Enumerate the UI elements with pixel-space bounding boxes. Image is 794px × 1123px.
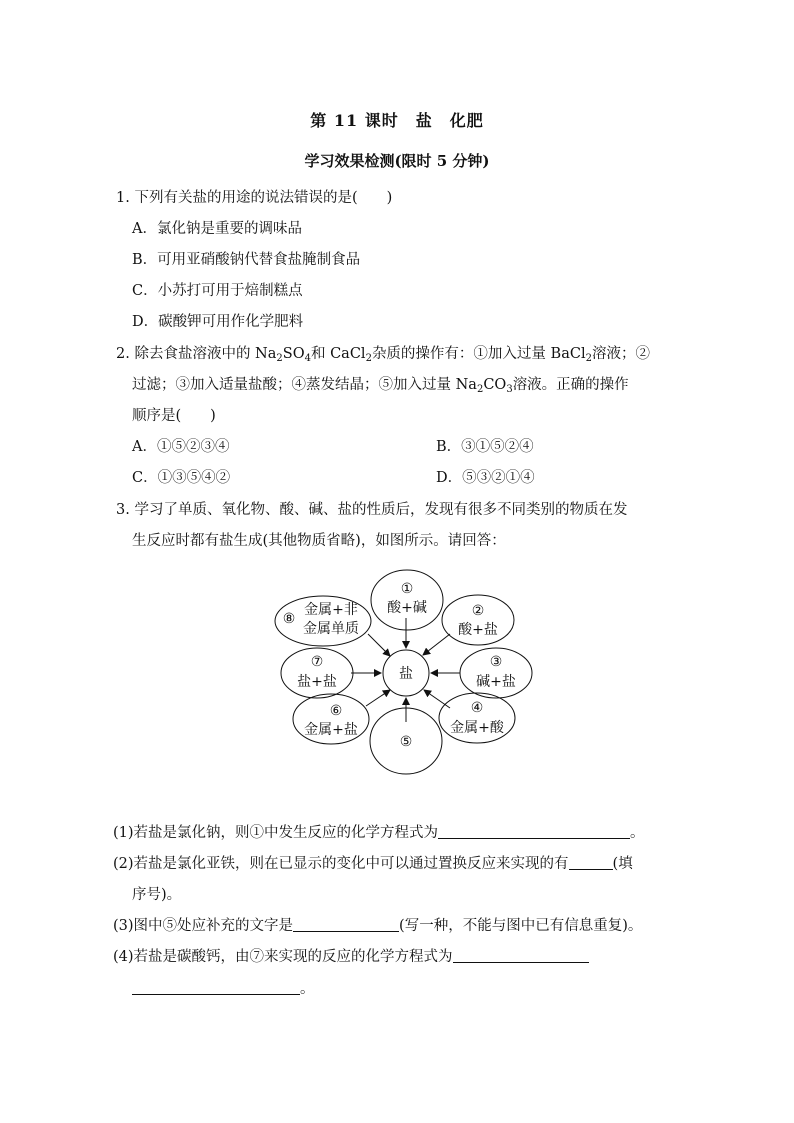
q3-sub3: (3)图中⑤处应补充的文字是 (写一种，不能与图中已有信息重复)。 <box>113 918 643 934</box>
q1-option-d: D．碳酸钾可用作化学肥料 <box>132 314 304 330</box>
node-1-num: ① <box>400 581 414 597</box>
q1-option-c: C．小苏打可用于焙制糕点 <box>132 283 303 299</box>
q2-option-c: C．①③⑤④② <box>132 470 231 486</box>
q2-line1: 2. 除去食盐溶液中的 $Na_2SO_4$和 CaCl$_2$杂质的操作有：①加入过量 BaCl$_2$溶液；② <box>116 346 650 364</box>
q2-line2: 过滤；③加入适量盐酸；④蒸发结晶；⑤加入过量 $Na_2CO_3$溶液。正确的操作 <box>132 377 629 395</box>
q3-sub2: (2)若盐是氯化亚铁，则在已显示的变化中可以通过置换反应来实现的有 (填 <box>113 856 633 872</box>
q3-sub4-line2: 。 <box>132 977 315 998</box>
node-7-num: ⑦ <box>310 654 324 670</box>
answer-blank-3[interactable] <box>293 916 399 932</box>
arrow-2 <box>423 634 450 655</box>
node-4-num: ④ <box>470 700 484 716</box>
page-title: 第 11 课时 盐 化肥 <box>310 111 484 130</box>
node-7-label: 盐+盐 <box>297 674 337 690</box>
answer-blank-4[interactable] <box>453 947 589 963</box>
q3-sub2-line2: 序号)。 <box>132 887 182 903</box>
center-label: 盐 <box>399 666 413 682</box>
node-2-num: ② <box>471 603 485 619</box>
q2-option-b: B．③①⑤②④ <box>436 439 534 455</box>
q2-line3: 顺序是( ) <box>132 408 216 424</box>
answer-blank-2[interactable] <box>569 854 613 870</box>
q2-option-d: D．⑤③②①④ <box>436 470 535 486</box>
arrow-8 <box>368 634 390 656</box>
node-5-num: ⑤ <box>399 734 413 750</box>
page-subtitle: 学习效果检测(限时 5 分钟) <box>304 152 490 170</box>
node-3-num: ③ <box>489 654 503 670</box>
q3-sub1: (1)若盐是氯化钠，则①中发生反应的化学方程式为 。 <box>113 825 645 841</box>
q3-line2: 生反应时都有盐生成(其他物质省略)，如图所示。请回答： <box>132 533 506 549</box>
node-2-label: 酸+盐 <box>458 622 498 638</box>
q1-stem: 1. 下列有关盐的用途的说法错误的是( ) <box>116 190 393 206</box>
node-3-label: 碱+盐 <box>476 674 516 690</box>
answer-blank-4-cont[interactable] <box>132 979 300 995</box>
q2-option-a: A．①⑤②③④ <box>132 439 230 455</box>
q3-sub4: (4)若盐是碳酸钙，由⑦来实现的反应的化学方程式为 <box>113 945 589 966</box>
node-4-label: 金属+酸 <box>450 720 504 736</box>
q3-line1: 3. 学习了单质、氧化物、酸、碱、盐的性质后，发现有很多不同类别的物质在发 <box>116 502 628 518</box>
q1-option-a: A．氯化钠是重要的调味品 <box>132 221 302 237</box>
node-6-label: 金属+盐 <box>304 722 358 738</box>
node-1-label: 酸+碱 <box>387 600 427 616</box>
node-8-label-2: 金属单质 <box>303 621 359 637</box>
answer-blank-1[interactable] <box>438 823 630 839</box>
arrow-6 <box>366 690 390 706</box>
node-8-label: 金属+非 <box>304 602 358 618</box>
node-8-num: ⑧ <box>282 611 296 627</box>
node-6-num: ⑥ <box>329 703 343 719</box>
q1-option-b: B．可用亚硝酸钠代替食盐腌制食品 <box>132 252 361 268</box>
arrow-4 <box>424 690 450 708</box>
